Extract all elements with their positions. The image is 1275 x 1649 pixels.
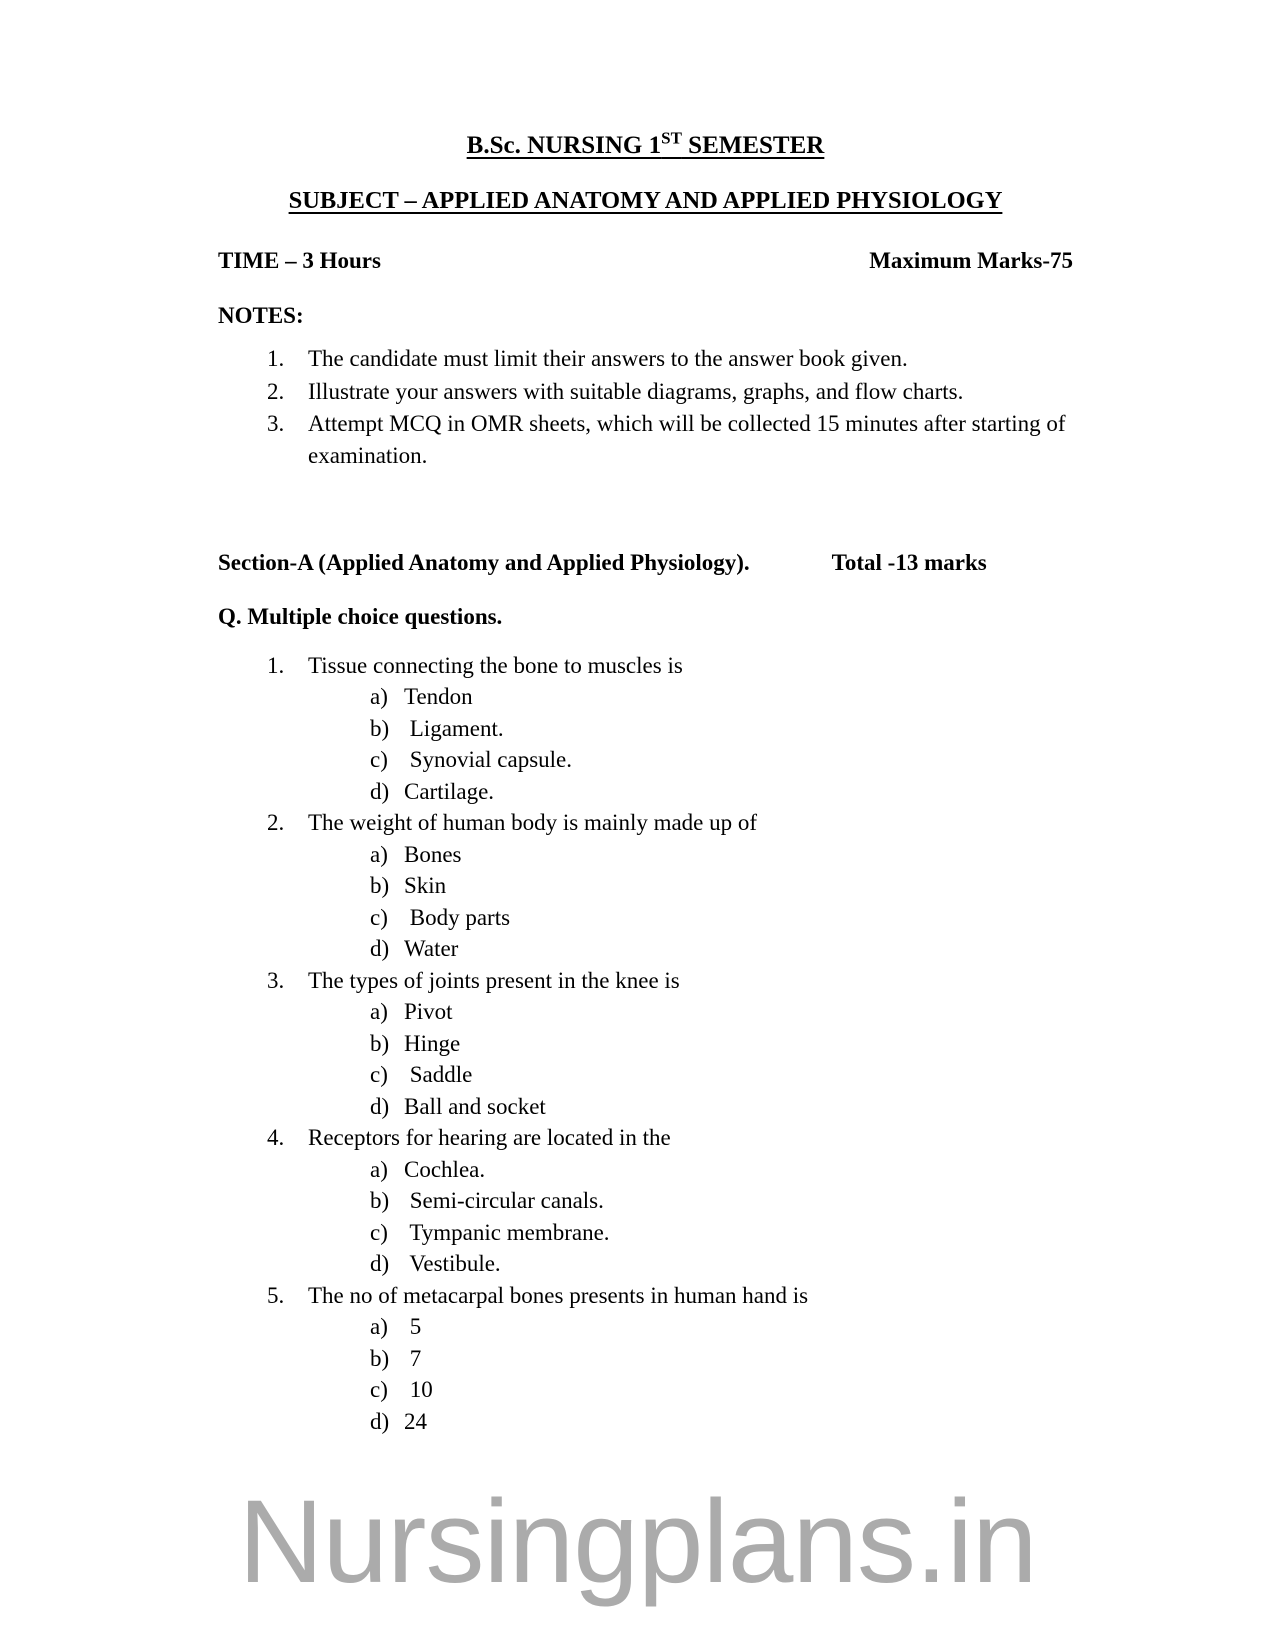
- page-title: [218, 128, 1073, 161]
- option-item: [370, 1406, 1073, 1438]
- option-label: c): [370, 1377, 388, 1403]
- option-item: [370, 1154, 1073, 1186]
- option-text: Semi-circular canals.: [404, 1188, 604, 1214]
- option-item: [370, 1374, 1073, 1406]
- option-label: c): [370, 904, 388, 930]
- option-list: [308, 996, 1073, 1122]
- option-label: c): [370, 1062, 388, 1088]
- exam-meta-row: [218, 248, 1073, 274]
- option-item: [370, 681, 1073, 713]
- option-label: a): [370, 684, 388, 710]
- option-item: [370, 1248, 1073, 1280]
- section-a-heading: [218, 550, 1073, 576]
- option-item: [370, 870, 1073, 902]
- option-item: [370, 1028, 1073, 1060]
- option-list: [308, 839, 1073, 965]
- question-text: 5. The no of metacarpal bones presents in human hand is: [308, 1282, 809, 1308]
- option-text: Vestibule.: [404, 1251, 501, 1277]
- option-item: [370, 1091, 1073, 1123]
- option-text: Cartilage.: [404, 778, 495, 804]
- note-item: 2. Illustrate your answers with suitable diagrams, graphs, and flow charts.: [290, 376, 1073, 408]
- question-item: [290, 1122, 1073, 1280]
- option-label: d): [370, 1408, 390, 1434]
- option-item: [370, 933, 1073, 965]
- option-list: [308, 1311, 1073, 1437]
- subject-title-text: SUBJECT – APPLIED ANATOMY AND APPLIED PHYSIOLOGY: [288, 186, 1003, 214]
- site-watermark: Nursingplans.in: [238, 1476, 1037, 1608]
- mcq-question-list: [218, 650, 1073, 1438]
- time-label: TIME – 3 Hours: [218, 247, 381, 273]
- option-text: Water: [404, 936, 459, 962]
- option-text: Saddle: [404, 1062, 473, 1088]
- page-title-prefix: B.Sc. NURSING 1: [466, 132, 662, 159]
- option-text: Pivot: [404, 999, 453, 1025]
- page-title-ordinal-suffix: ST: [661, 128, 682, 148]
- question-item: [290, 807, 1073, 965]
- notes-list: [218, 343, 1073, 472]
- note-item: 3. Attempt MCQ in OMR sheets, which will be collected 15 minutes after starting of examination.: [290, 408, 1073, 471]
- option-label: b): [370, 873, 390, 899]
- question-text: 1. Tissue connecting the bone to muscles is: [308, 652, 683, 678]
- option-label: b): [370, 1345, 390, 1371]
- option-label: a): [370, 841, 388, 867]
- option-label: a): [370, 1314, 388, 1340]
- option-text: Skin: [404, 873, 447, 899]
- notes-heading: NOTES:: [218, 302, 304, 328]
- question-text: 2. The weight of human body is mainly made up of: [308, 810, 758, 836]
- option-text: Cochlea.: [404, 1156, 486, 1182]
- option-item: [370, 1185, 1073, 1217]
- option-item: [370, 839, 1073, 871]
- option-label: c): [370, 747, 388, 773]
- mcq-heading: Q. Multiple choice questions.: [218, 603, 503, 629]
- option-list: [308, 1154, 1073, 1280]
- option-label: d): [370, 1093, 390, 1119]
- question-item: [290, 1280, 1073, 1438]
- option-item: [370, 1311, 1073, 1343]
- subject-title: [218, 187, 1073, 215]
- document-body: [218, 128, 1073, 1437]
- option-label: b): [370, 1030, 390, 1056]
- question-item: [290, 650, 1073, 808]
- option-text: 5: [404, 1314, 422, 1340]
- option-label: a): [370, 999, 388, 1025]
- option-item: [370, 776, 1073, 808]
- option-list: [308, 681, 1073, 807]
- question-text: 4. Receptors for hearing are located in the: [308, 1125, 671, 1151]
- option-text: 24: [404, 1408, 427, 1434]
- section-total-marks: Total -13 marks: [831, 549, 987, 575]
- option-label: d): [370, 778, 390, 804]
- option-item: [370, 902, 1073, 934]
- question-text: 3. The types of joints present in the knee is: [308, 967, 680, 993]
- option-text: Ligament.: [404, 715, 504, 741]
- option-text: Synovial capsule.: [404, 747, 572, 773]
- option-label: d): [370, 1251, 390, 1277]
- maximum-marks-label: Maximum Marks-75: [869, 247, 1073, 273]
- option-label: b): [370, 715, 390, 741]
- option-label: d): [370, 936, 390, 962]
- option-item: [370, 1059, 1073, 1091]
- option-text: Tendon: [404, 684, 473, 710]
- option-label: a): [370, 1156, 388, 1182]
- option-text: Ball and socket: [404, 1093, 546, 1119]
- page-title-suffix: SEMESTER: [681, 132, 825, 159]
- section-title: Section-A (Applied Anatomy and Applied Physiology).: [218, 549, 750, 575]
- option-text: Tympanic membrane.: [404, 1219, 610, 1245]
- option-item: [370, 713, 1073, 745]
- option-item: [370, 1217, 1073, 1249]
- option-text: Body parts: [404, 904, 511, 930]
- option-text: Hinge: [404, 1030, 461, 1056]
- option-item: [370, 1343, 1073, 1375]
- option-text: 7: [404, 1345, 422, 1371]
- note-item: 1. The candidate must limit their answers to the answer book given.: [290, 343, 1073, 375]
- option-label: c): [370, 1219, 388, 1245]
- option-text: 10: [404, 1377, 433, 1403]
- option-label: b): [370, 1188, 390, 1214]
- option-item: [370, 996, 1073, 1028]
- question-item: [290, 965, 1073, 1123]
- option-item: [370, 744, 1073, 776]
- option-text: Bones: [404, 841, 462, 867]
